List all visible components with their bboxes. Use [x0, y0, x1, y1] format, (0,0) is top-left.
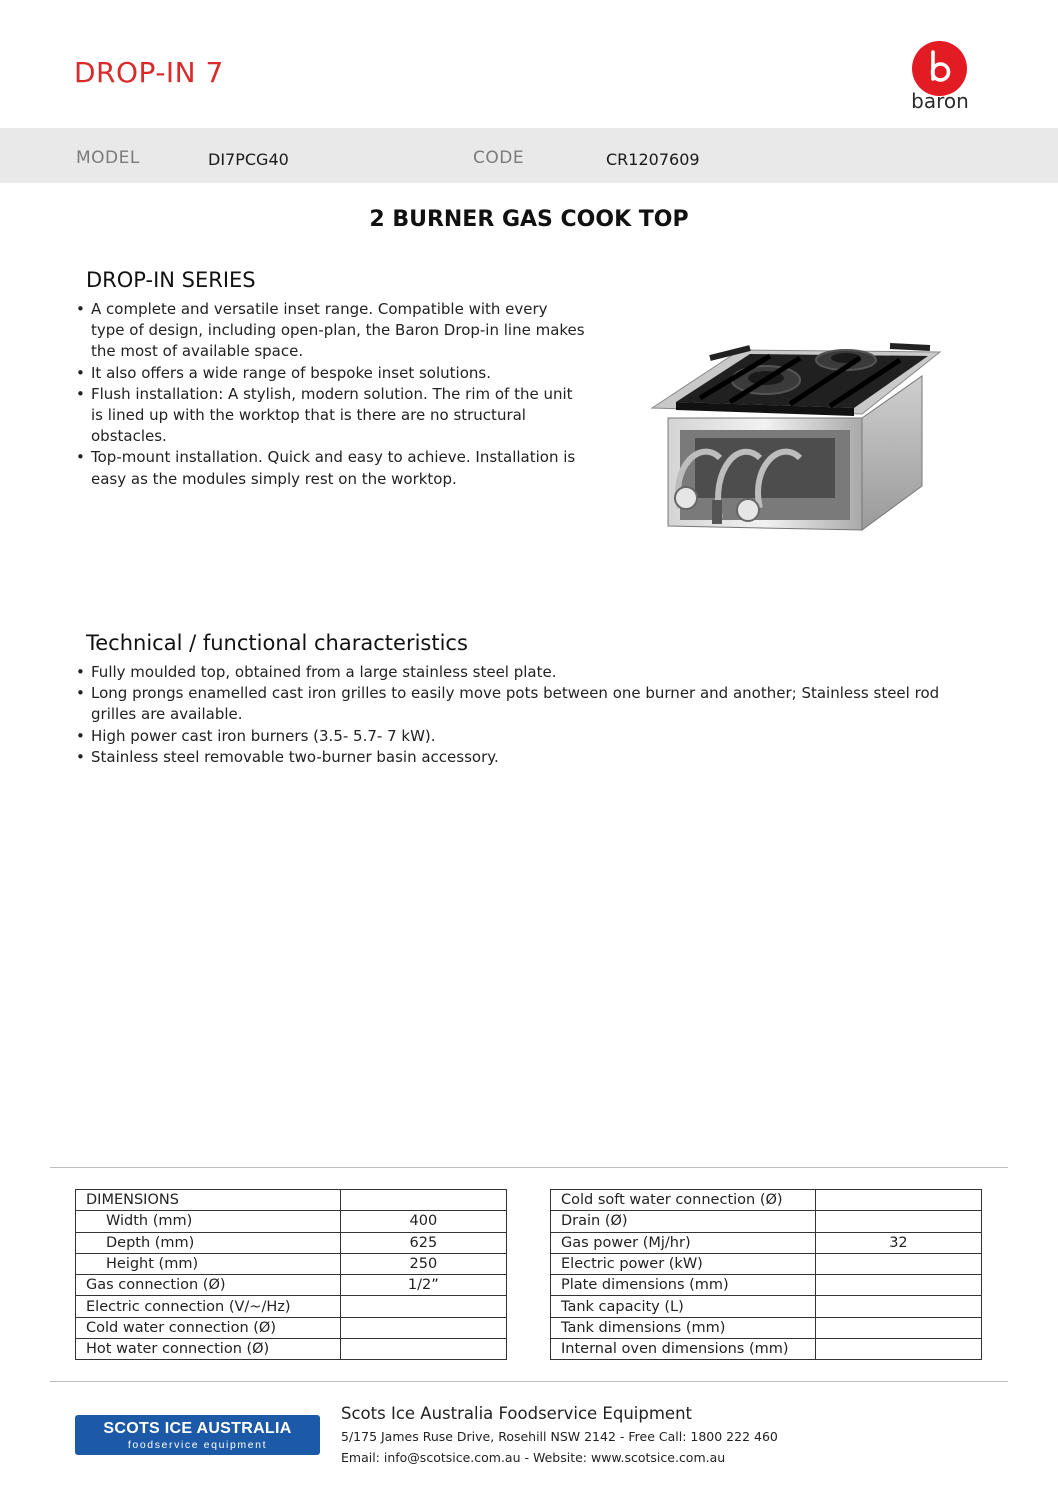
scots-ice-logo-main: SCOTS ICE AUSTRALIA — [103, 1420, 292, 1437]
list-item: • Stainless steel removable two-burner basin accessory. — [75, 747, 975, 768]
spec-label: DIMENSIONS — [76, 1190, 341, 1211]
table-row — [551, 1339, 982, 1360]
product-title: 2 BURNER GAS COOK TOP — [369, 207, 689, 232]
model-bar — [0, 128, 1058, 183]
list-item: • Fully moulded top, obtained from a large stainless steel plate. — [75, 662, 975, 683]
spec-value — [815, 1190, 981, 1211]
list-item: • High power cast iron burners (3.5- 5.7- 7 kW). — [75, 726, 975, 747]
cooktop-product-image — [640, 318, 950, 540]
spec-value — [340, 1190, 506, 1211]
table-row — [76, 1296, 507, 1317]
table-row — [551, 1296, 982, 1317]
company-contact: Email: info@scotsice.com.au - Website: www.scotsice.com.au — [341, 1450, 726, 1465]
divider — [50, 1381, 1008, 1382]
table-row — [76, 1190, 507, 1211]
table-row — [551, 1232, 982, 1253]
code-label: CODE — [473, 148, 525, 168]
spec-value — [815, 1211, 981, 1232]
series-title: DROP-IN 7 — [74, 56, 224, 89]
spec-label: Width (mm) — [76, 1211, 341, 1232]
spec-label: Tank capacity (L) — [551, 1296, 816, 1317]
table-row — [76, 1275, 507, 1296]
list-item: • A complete and versatile inset range. Compatible with every type of design, including open-plan, the Baron Drop-in line makes the most of available space. — [75, 299, 585, 363]
scots-ice-logo — [75, 1415, 320, 1455]
spec-label: Cold water connection (Ø) — [76, 1317, 341, 1338]
spec-value — [340, 1317, 506, 1338]
baron-logo — [907, 41, 973, 117]
baron-logo-text: baron — [911, 89, 969, 113]
spec-table-right — [550, 1189, 982, 1360]
dropin-series-heading: DROP-IN SERIES — [86, 268, 256, 292]
spec-value — [815, 1253, 981, 1274]
table-row — [551, 1211, 982, 1232]
spec-value — [340, 1339, 506, 1360]
spec-label: Drain (Ø) — [551, 1211, 816, 1232]
company-name: Scots Ice Australia Foodservice Equipment — [341, 1404, 692, 1423]
spec-label: Electric power (kW) — [551, 1253, 816, 1274]
dropin-series-list — [75, 299, 585, 490]
spec-value — [815, 1275, 981, 1296]
spec-value — [340, 1296, 506, 1317]
table-row — [76, 1211, 507, 1232]
list-item: • Long prongs enamelled cast iron grilles to easily move pots between one burner and another; Stainless steel rod grilles are available. — [75, 683, 975, 725]
list-item: • Flush installation: A stylish, modern solution. The rim of the unit is lined up with the worktop that is there are no structural obstacles. — [75, 384, 585, 448]
table-row — [551, 1190, 982, 1211]
technical-heading: Technical / functional characteristics — [86, 631, 468, 655]
spec-value: 32 — [815, 1232, 981, 1253]
spec-value: 1/2” — [340, 1275, 506, 1296]
scots-ice-logo-sub: foodservice equipment — [127, 1439, 268, 1451]
spec-label: Height (mm) — [76, 1253, 341, 1274]
list-item: • It also offers a wide range of bespoke inset solutions. — [75, 363, 585, 384]
spec-table-left — [75, 1189, 507, 1360]
table-row — [551, 1317, 982, 1338]
technical-list — [75, 662, 975, 768]
spec-label: Gas connection (Ø) — [76, 1275, 341, 1296]
table-row — [551, 1253, 982, 1274]
table-row — [76, 1317, 507, 1338]
baron-logo-mark-icon — [912, 41, 967, 96]
spec-label: Gas power (Mj/hr) — [551, 1232, 816, 1253]
spec-value — [815, 1339, 981, 1360]
spec-label: Depth (mm) — [76, 1232, 341, 1253]
spec-label: Cold soft water connection (Ø) — [551, 1190, 816, 1211]
spec-value: 250 — [340, 1253, 506, 1274]
divider — [50, 1167, 1008, 1168]
spec-label: Internal oven dimensions (mm) — [551, 1339, 816, 1360]
table-row — [76, 1339, 507, 1360]
model-value: DI7PCG40 — [208, 150, 289, 169]
spec-value — [815, 1317, 981, 1338]
spec-label: Tank dimensions (mm) — [551, 1317, 816, 1338]
code-value: CR1207609 — [606, 150, 700, 169]
list-item: • Top-mount installation. Quick and easy to achieve. Installation is easy as the modules simply rest on the worktop. — [75, 447, 585, 489]
spec-value: 625 — [340, 1232, 506, 1253]
spec-value — [815, 1296, 981, 1317]
table-row — [76, 1232, 507, 1253]
spec-value: 400 — [340, 1211, 506, 1232]
spec-label: Plate dimensions (mm) — [551, 1275, 816, 1296]
spec-label: Electric connection (V/~/Hz) — [76, 1296, 341, 1317]
model-label: MODEL — [76, 148, 140, 168]
spec-label: Hot water connection (Ø) — [76, 1339, 341, 1360]
company-address: 5/175 James Ruse Drive, Rosehill NSW 2142 - Free Call: 1800 222 460 — [341, 1429, 778, 1444]
table-row — [551, 1275, 982, 1296]
table-row — [76, 1253, 507, 1274]
